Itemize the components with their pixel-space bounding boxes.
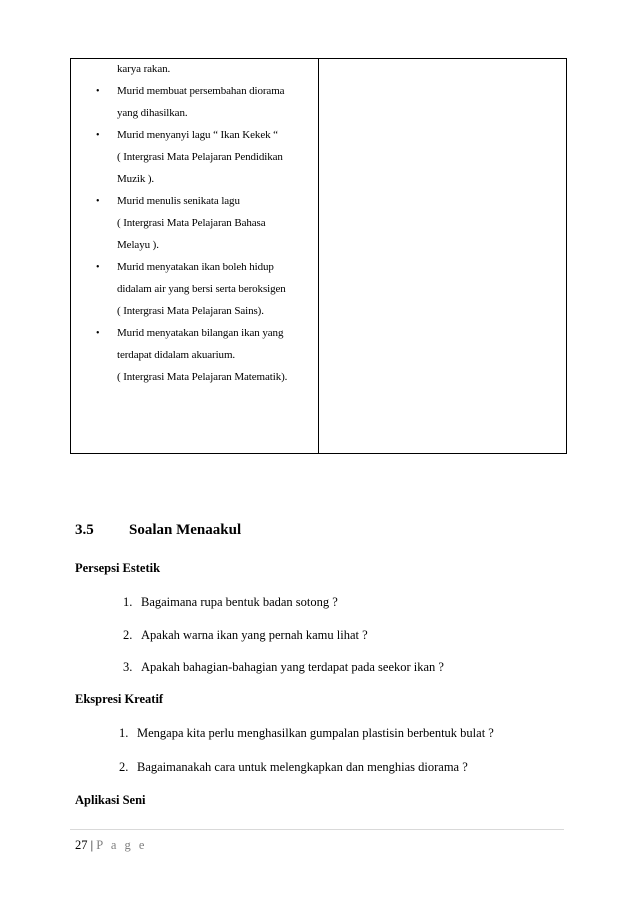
ekspresi-question-2 — [119, 760, 468, 775]
table-line-text: terdapat didalam akuarium. — [117, 349, 236, 361]
bullet-icon: • — [96, 328, 100, 339]
persepsi-question-2 — [123, 628, 368, 643]
question-number: 2. — [123, 628, 133, 642]
table-line-text: Murid menulis senikata lagu — [117, 195, 240, 207]
section-number: 3.5 — [75, 522, 94, 538]
ekspresi-question-1 — [119, 726, 494, 741]
section-title: Soalan Menaakul — [129, 522, 242, 538]
bullet-icon: • — [96, 262, 100, 273]
persepsi-question-3 — [123, 660, 444, 675]
question-number: 2. — [119, 760, 129, 774]
table-line-text: Murid membuat persembahan diorama — [117, 85, 285, 97]
bullet-icon: • — [96, 86, 100, 97]
footer-separator: | — [90, 838, 94, 852]
page-footer — [75, 838, 147, 853]
table-column-divider — [318, 59, 319, 453]
table-line-text: ( Intergrasi Mata Pelajaran Pendidikan — [117, 151, 283, 163]
bullet-icon: • — [96, 130, 100, 141]
table-line-text: ( Intergrasi Mata Pelajaran Sains). — [117, 305, 264, 317]
persepsi-question-1 — [123, 595, 338, 610]
table-line-text: yang dihasilkan. — [117, 107, 188, 119]
table-line-text: karya rakan. — [117, 63, 171, 75]
table-line-text: Muzik ). — [117, 173, 155, 185]
table-line-text: ( Intergrasi Mata Pelajaran Bahasa — [117, 217, 266, 229]
table-line-text: Murid menyatakan ikan boleh hidup — [117, 261, 274, 273]
activity-cell-left — [71, 59, 318, 453]
persepsi-heading: Persepsi Estetik — [75, 561, 161, 575]
question-number: 3. — [123, 660, 133, 674]
table-line-text: Murid menyatakan bilangan ikan yang — [117, 327, 284, 339]
bullet-icon: • — [96, 196, 100, 207]
question-text: Apakah bahagian-bahagian yang terdapat pada seekor ikan ? — [141, 660, 444, 674]
question-text: Bagaimana rupa bentuk badan sotong ? — [141, 595, 338, 609]
activity-table — [70, 58, 567, 454]
page-number: 27 — [75, 838, 88, 852]
table-line-text: ( Intergrasi Mata Pelajaran Matematik). — [117, 371, 288, 383]
ekspresi-heading: Ekspresi Kreatif — [75, 692, 164, 706]
question-text: Bagaimanakah cara untuk melengkapkan dan menghias diorama ? — [137, 760, 468, 774]
question-text: Mengapa kita perlu menghasilkan gumpalan plastisin berbentuk bulat ? — [137, 726, 494, 740]
question-number: 1. — [119, 726, 129, 740]
question-text: Apakah warna ikan yang pernah kamu lihat ? — [141, 628, 368, 642]
footer-divider — [70, 829, 564, 830]
table-line-text: Murid menyanyi lagu “ Ikan Kekek “ — [117, 129, 278, 141]
aplikasi-heading: Aplikasi Seni — [75, 793, 146, 807]
page-label: P a g e — [96, 838, 147, 852]
question-number: 1. — [123, 595, 133, 609]
table-line-text: didalam air yang bersi serta beroksigen — [117, 283, 286, 295]
table-line-text: Melayu ). — [117, 239, 159, 251]
